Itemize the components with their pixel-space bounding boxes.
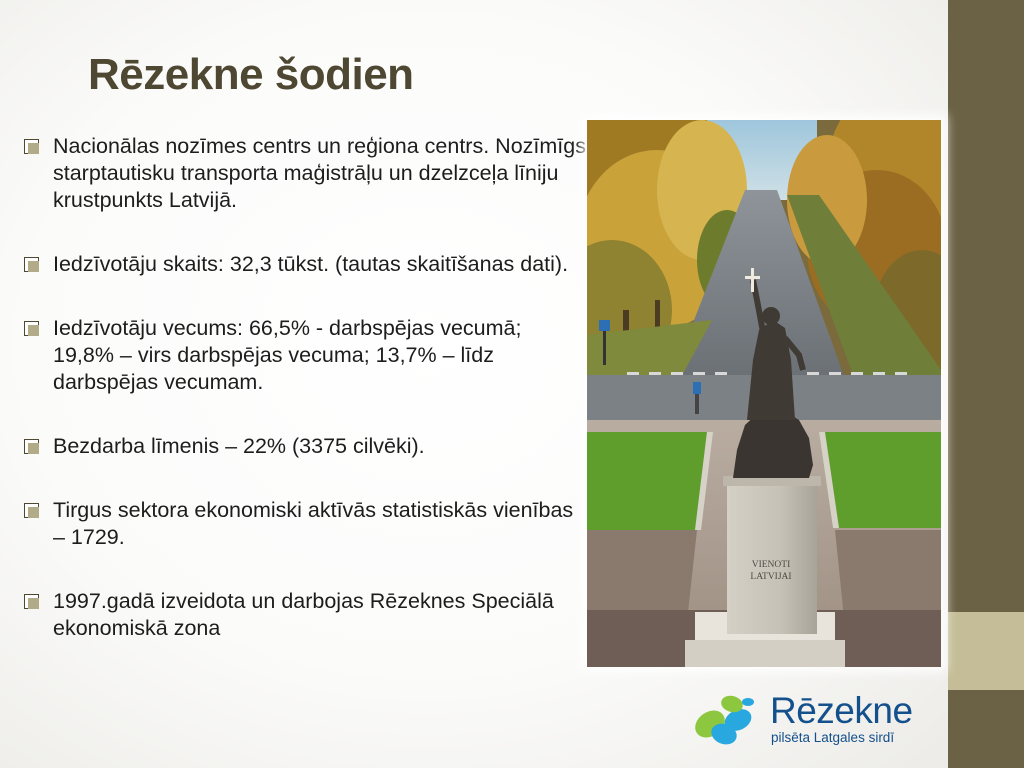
inscription-line-2: LATVIJAI — [750, 572, 792, 582]
bullet-text: Iedzīvotāju skaits: 32,3 tūkst. (tautas skaitīšanas dati). — [53, 252, 569, 276]
bullet-text: 1997.gadā izveidota un darbojas Rēzeknes Speciālā ekonomiskā zona — [53, 589, 554, 640]
decorative-sidebar-block — [948, 612, 1024, 690]
inscription-line-1: VIENOTI — [751, 560, 791, 570]
rezekne-logo — [690, 690, 930, 750]
logo-mark-icon — [690, 690, 766, 750]
bullet-item — [22, 588, 587, 642]
bullet-text: Tirgus sektora ekonomiski aktīvās statistiskās vienības – 1729. — [53, 498, 574, 549]
checkbox-bullet-icon — [24, 257, 39, 272]
checkbox-bullet-icon — [24, 439, 39, 454]
checkbox-bullet-icon — [24, 594, 39, 609]
bullet-text: Iedzīvotāju vecums: 66,5% - darbspējas vecumā; 19,8% – virs darbspējas vecuma; 13,7% – līdz darbspējas vecumam. — [53, 316, 522, 394]
bullet-list — [22, 133, 587, 642]
bullet-item — [22, 251, 587, 278]
slide-title: Rēzekne šodien — [88, 50, 414, 99]
checkbox-bullet-icon — [24, 321, 39, 336]
bullet-text: Nacionālas nozīmes centrs un reģiona centrs. Nozīmīgs starptautisku transporta maģistrāļu un dzelzceļa līniju krustpunkts Latvijā. — [53, 134, 586, 212]
bullet-item — [22, 497, 587, 551]
bullet-item — [22, 433, 587, 460]
bullet-text: Bezdarba līmenis – 22% (3375 cilvēki). — [53, 434, 425, 458]
checkbox-bullet-icon — [24, 139, 39, 154]
right-lawn — [819, 432, 941, 528]
logo-tagline: pilsēta Latgales sirdī — [771, 730, 895, 745]
bullet-item — [22, 133, 587, 214]
logo-wordmark: Rēzekne — [770, 690, 913, 731]
left-lawn — [587, 432, 707, 530]
checkbox-bullet-icon — [24, 503, 39, 518]
bullet-item — [22, 315, 587, 396]
monument-photo — [587, 120, 941, 667]
